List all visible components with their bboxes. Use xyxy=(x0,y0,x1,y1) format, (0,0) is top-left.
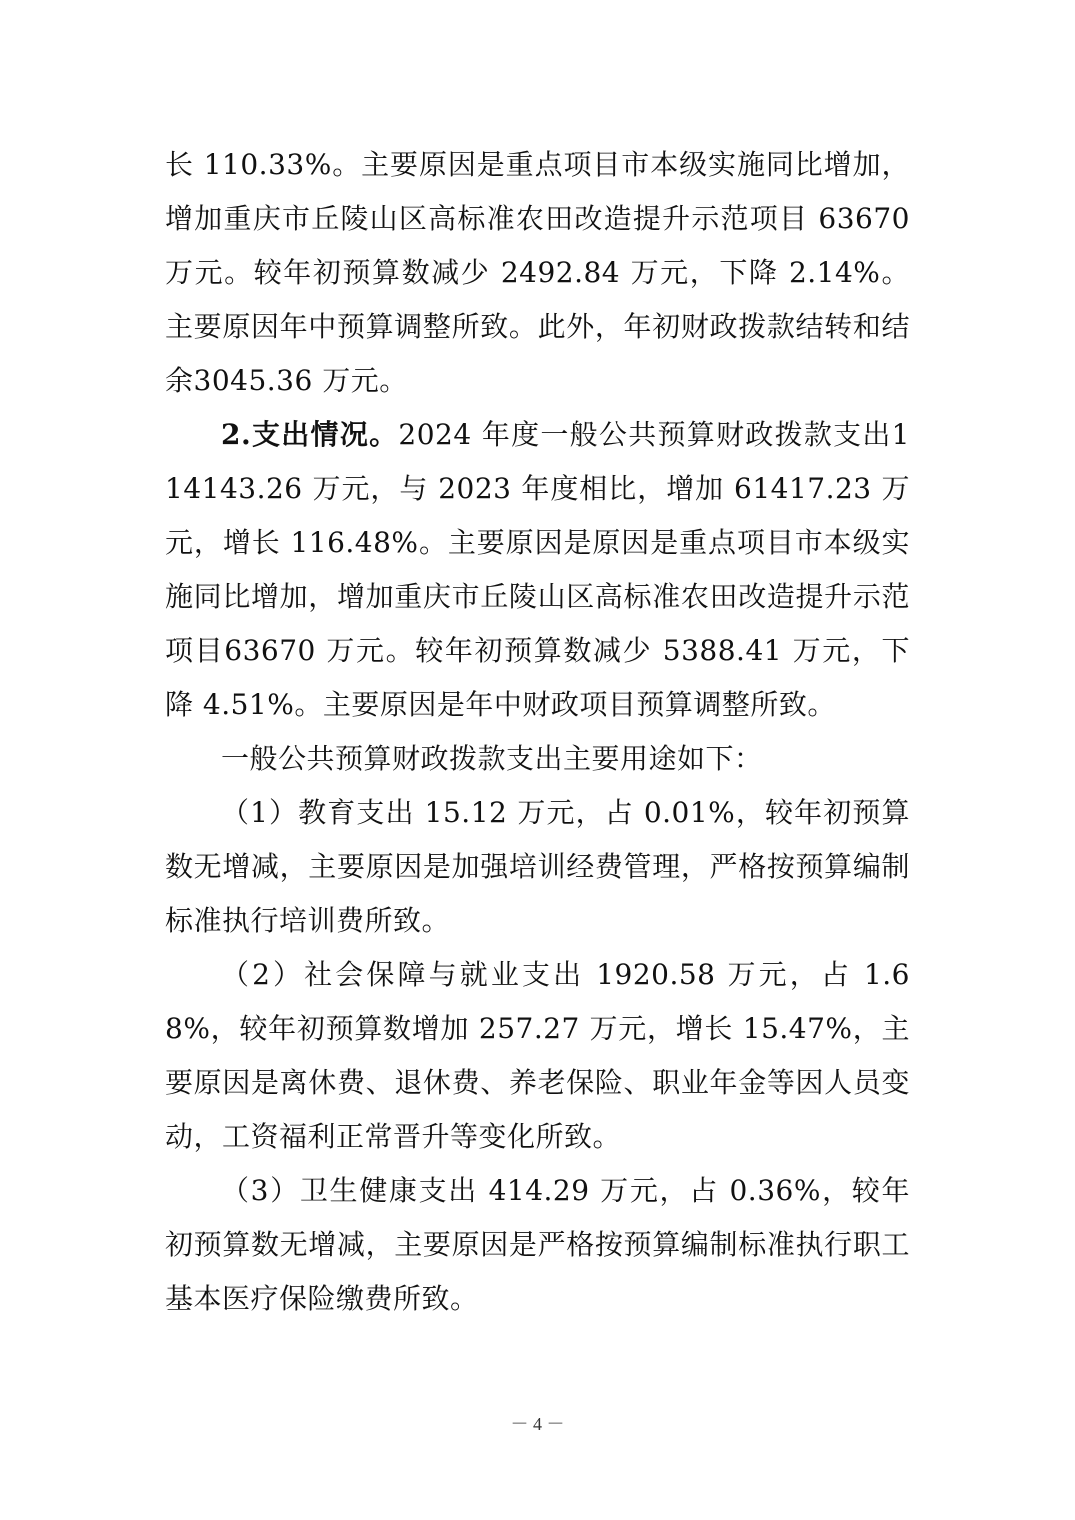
document-body xyxy=(165,138,910,1326)
paragraph-social-security-expenditure: （2）社会保障与就业支出 1920.58 万元，占 1.68%，较年初预算数增加 257.27 万元，增长 15.47%，主要原因是离休费、退休费、养老保险、职业年金等因人员变动，工资福利正常晋升等变化所致。 xyxy=(165,958,911,1153)
page-number: － 4 － xyxy=(510,1414,565,1434)
paragraph-income-continued: 长 110.33%。主要原因是重点项目市本级实施同比增加，增加重庆市丘陵山区高标准农田改造提升示范项目 63670 万元。较年初预算数减少 2492.84 万元，下降 2.14%。主要原因年中预算调整所致。此外，年初财政拨款结转和结余3045.36 万元。 xyxy=(165,148,910,397)
paragraph-expenditure-body: 2024 年度一般公共预算财政拨款支出114143.26 万元，与 2023 年度相比，增加 61417.23 万元，增长 116.48%。主要原因是原因是重点项目市本级实施同比增加，增加重庆市丘陵山区高标准农田改造提升示范项目63670 万元。较年初预算数减少 5388.41 万元，下降 4.51%。主要原因是年中财政项目预算调整所致。 xyxy=(165,418,910,721)
paragraph-expenditure xyxy=(165,408,910,732)
section-heading-expenditure: 2.支出情况。 xyxy=(221,418,399,451)
paragraph-health-expenditure: （3）卫生健康支出 414.29 万元，占 0.36%，较年初预算数无增减，主要原因是严格按预算编制标准执行职工基本医疗保险缴费所致。 xyxy=(165,1174,910,1315)
paragraph-main-uses-intro: 一般公共预算财政拨款支出主要用途如下： xyxy=(221,742,763,775)
paragraph-education-expenditure: （1）教育支出 15.12 万元，占 0.01%，较年初预算数无增减，主要原因是加强培训经费管理，严格按预算编制标准执行培训费所致。 xyxy=(165,796,910,937)
